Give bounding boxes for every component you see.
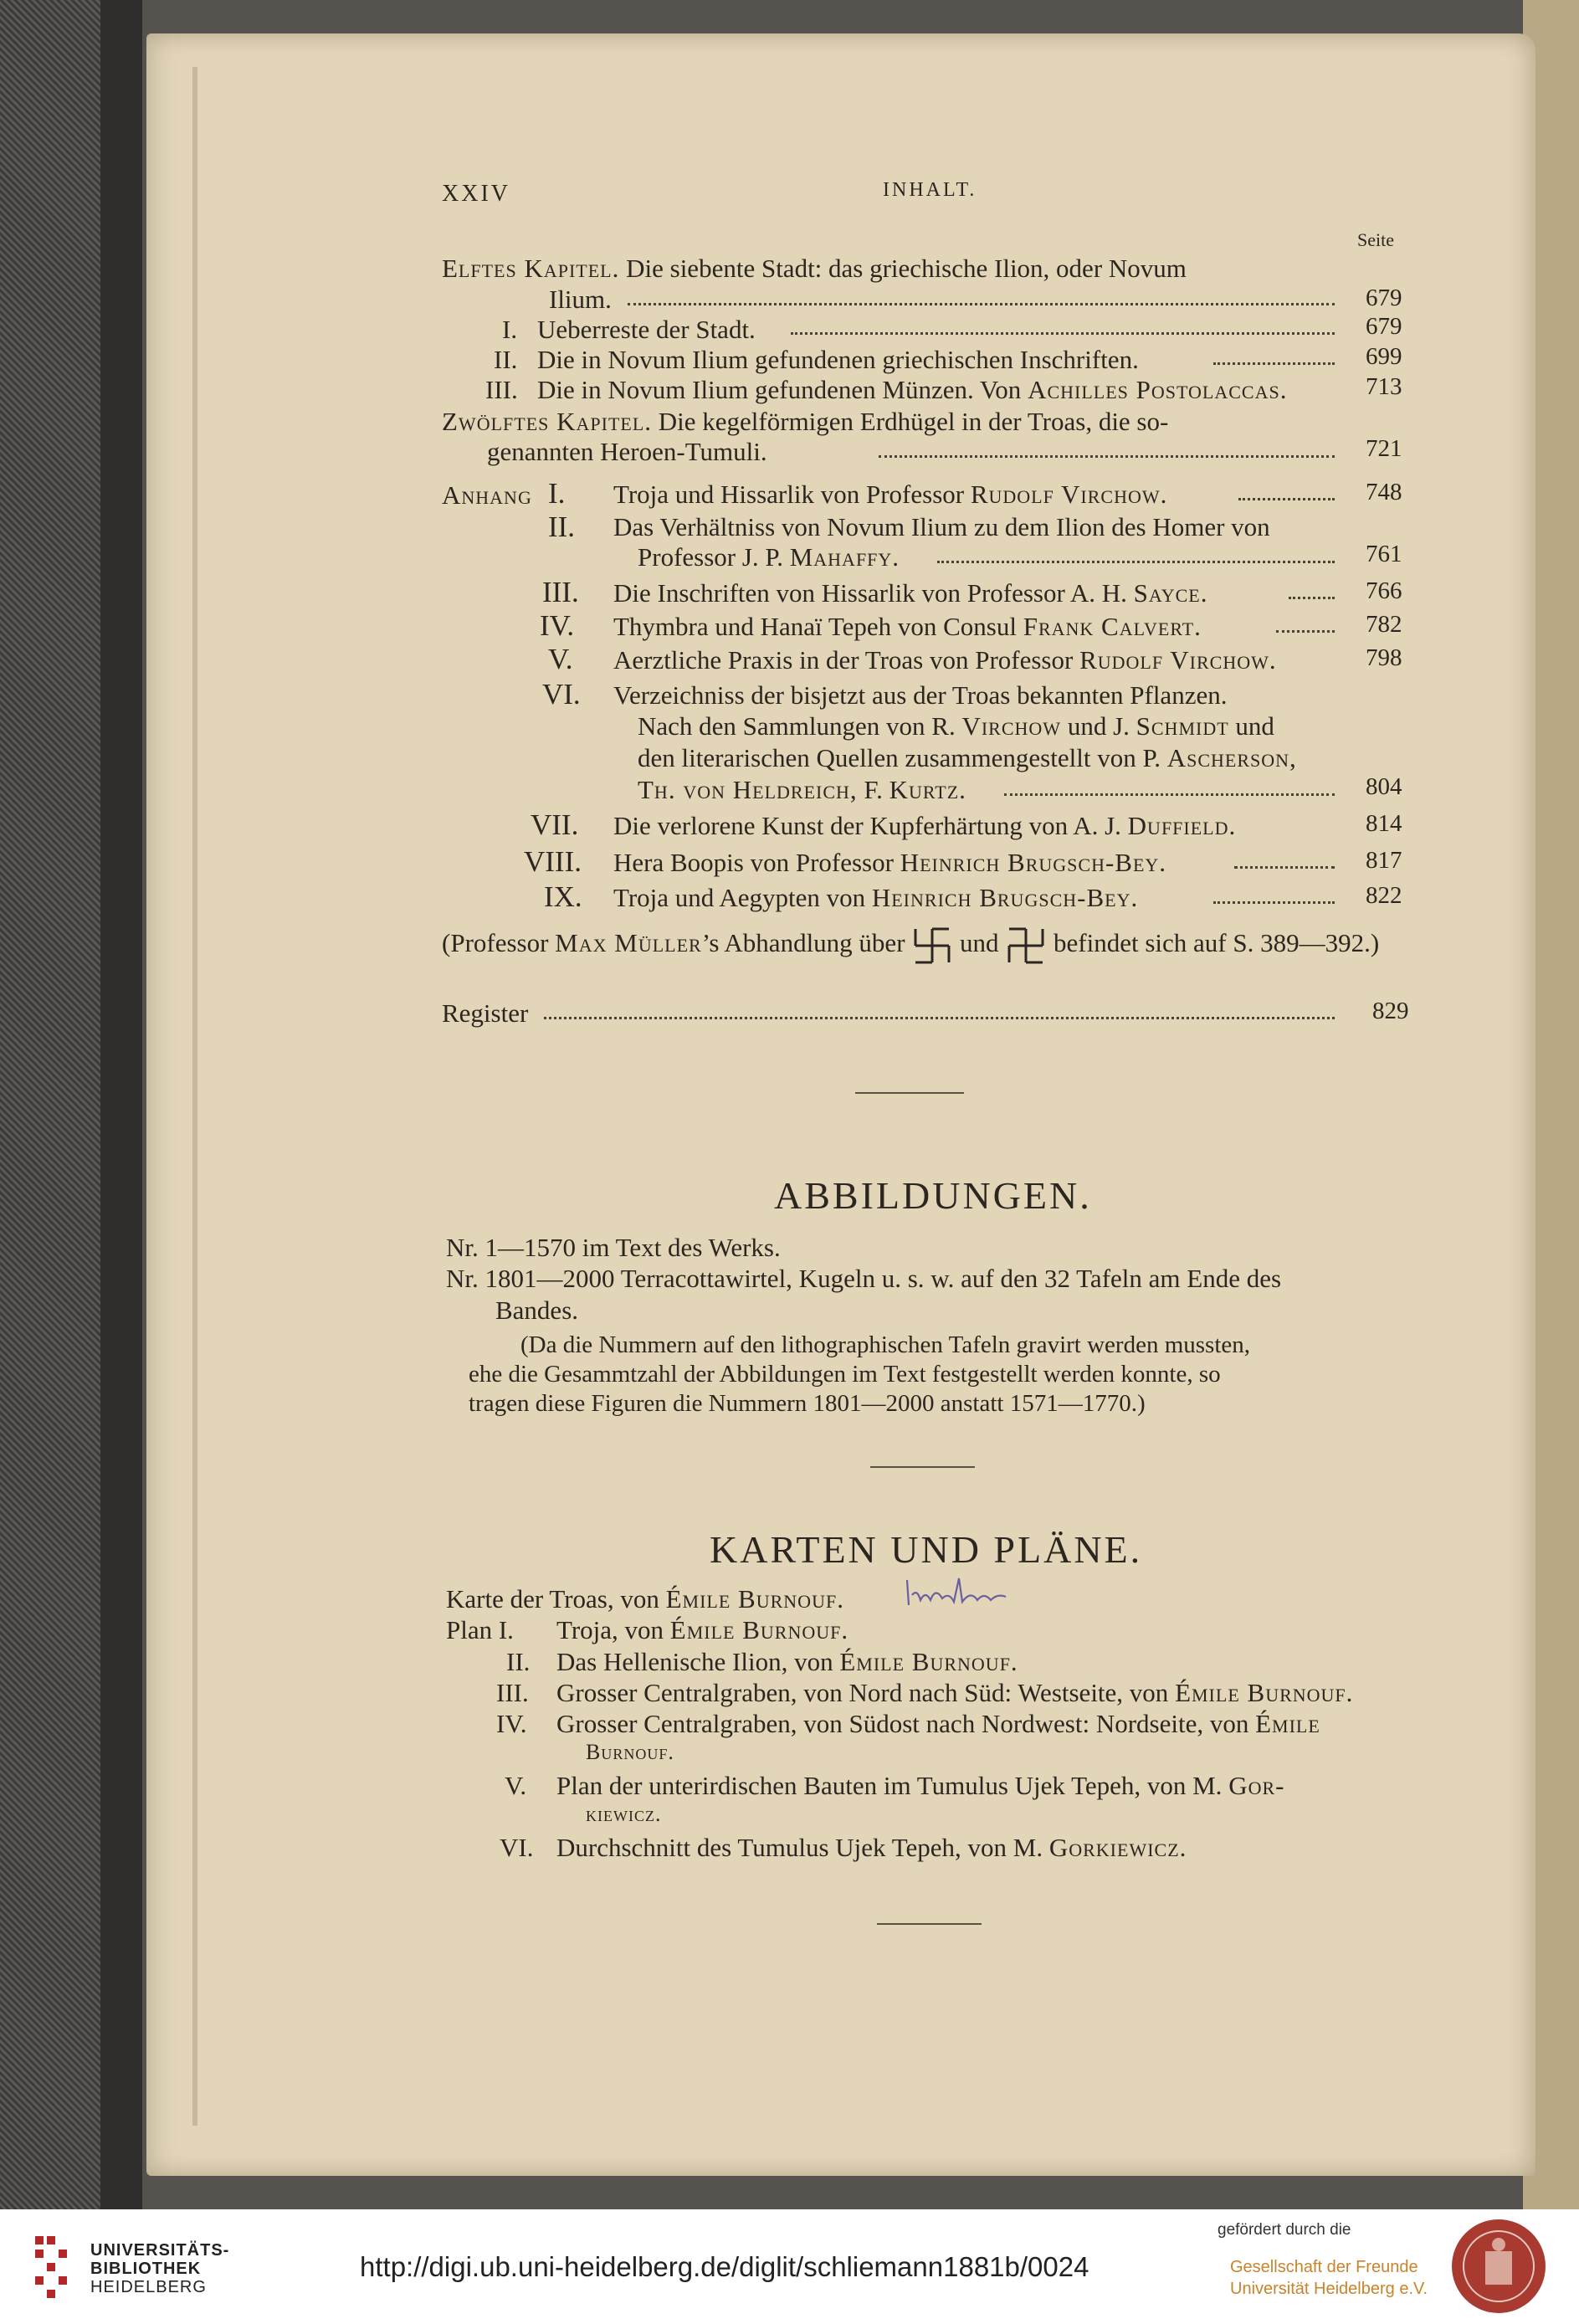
swastika-left-icon (1005, 925, 1047, 967)
toc-page: 817 (1366, 847, 1402, 874)
anhang-text: Troja und Aegypten von Heinrich Brugsch-Bey. (613, 883, 1139, 912)
toc-page: 798 (1366, 644, 1402, 671)
plan-text: Durchschnitt des Tumulus Ujek Tepeh, von M. Gorkiewicz. (556, 1833, 1187, 1862)
plan-text: Troja, von Émile Burnouf. (556, 1615, 849, 1644)
anhang-text-cont: Nach den Sammlungen von R. Virchow und J. Schmidt und (638, 711, 1274, 741)
leader-dots (1289, 582, 1335, 599)
anhang-num: I. (548, 477, 566, 510)
leader-dots (791, 318, 1335, 335)
page-fold (192, 67, 197, 2126)
plan-num: II. (506, 1647, 531, 1676)
plan-num: IV. (496, 1709, 527, 1738)
plan-text-cont: Burnouf. (586, 1740, 674, 1764)
toc-chapter-12: Zwölftes Kapitel. Die kegelförmigen Erdhügel in der Troas, die so- (442, 407, 1169, 436)
anhang-num: VI. (542, 678, 581, 711)
section-divider (855, 1092, 964, 1094)
toc-chapter-12-cont: genannten Heroen-Tumuli. (487, 437, 767, 466)
anhang-num: II. (548, 510, 576, 543)
leader-dots (1213, 887, 1335, 904)
anhang-text: Troja und Hissarlik von Professor Rudolf Virchow. (613, 480, 1168, 509)
plan-text: Grosser Centralgraben, von Nord nach Süd: Westseite, von Émile Burnouf. (556, 1678, 1354, 1707)
funded-by-label: gefördert durch die (1218, 2221, 1351, 2239)
ub-heidelberg-logo-icon (32, 2231, 82, 2302)
anhang-num: VIII. (524, 845, 582, 878)
plan-text: Plan der unterirdischen Bauten im Tumulus Ujek Tepeh, von M. Gor- (556, 1771, 1285, 1800)
toc-page: 748 (1366, 479, 1402, 505)
register-label: Register (442, 998, 529, 1028)
gfu-name: Universität Heidelberg e.V. (1230, 2280, 1428, 2298)
running-title: INHALT. (883, 179, 977, 201)
permalink-url[interactable]: http://digi.ub.uni-heidelberg.de/diglit/schliemann1881b/0024 (360, 2251, 1089, 2282)
section-divider (870, 1466, 975, 1468)
abbildungen-line: Nr. 1801—2000 Terracottawirtel, Kugeln u. s. w. auf den 32 Tafeln am Ende des (446, 1264, 1282, 1293)
toc-page: 699 (1366, 343, 1402, 370)
toc-section-text: Ueberreste der Stadt. (537, 315, 756, 344)
logo-line: UNIVERSITÄTS- (90, 2241, 230, 2260)
section-divider (877, 1923, 982, 1925)
abbildungen-line: Nr. 1—1570 im Text des Werks. (446, 1233, 781, 1262)
anhang-text: Verzeichniss der bisjetzt aus der Troas bekannten Pflanzen. (613, 680, 1228, 710)
toc-section-num: I. (502, 315, 518, 344)
abbildungen-note: (Da die Nummern auf den lithographischen Tafeln gravirt werden mussten, (520, 1331, 1250, 1358)
spine-edge (100, 0, 142, 2209)
toc-page: 814 (1366, 810, 1402, 837)
anhang-text-cont: den literarischen Quellen zusammengestellt von P. Ascherson, (638, 743, 1297, 772)
anhang-text: Das Verhältniss von Novum Ilium zu dem Ilion des Homer von (613, 512, 1270, 541)
anhang-note: (Professor Max Müller’s Abhandlung über und befindet sich auf S. 389—392.) (442, 925, 1379, 967)
anhang-num: VII. (531, 808, 579, 841)
anhang-num: IX. (544, 880, 582, 913)
toc-page: 761 (1366, 541, 1402, 567)
anhang-num: III. (542, 576, 579, 608)
plan-num: III. (496, 1678, 529, 1707)
toc-page: 829 (1372, 998, 1409, 1024)
leader-dots (1276, 616, 1335, 633)
abbildungen-line: Bandes. (495, 1295, 579, 1325)
plan-num: V. (505, 1771, 527, 1800)
leader-dots (628, 289, 1335, 305)
anhang-text: Hera Boopis von Professor Heinrich Brugsch-Bey. (613, 848, 1167, 877)
toc-section-num: II. (494, 345, 518, 374)
anhang-label: Anhang (442, 480, 532, 510)
anhang-text: Aerztliche Praxis in der Troas von Professor Rudolf Virchow. (613, 645, 1277, 675)
plan-text-cont: kiewicz. (586, 1802, 662, 1826)
toc-chapter-11: Elftes Kapitel. Die siebente Stadt: das griechische Ilion, oder Novum (442, 254, 1187, 283)
page-number: XXIV (442, 181, 510, 207)
leader-dots (937, 546, 1335, 563)
toc-section-text: Die in Novum Ilium gefundenen Münzen. Von Achilles Postolaccas. (537, 375, 1288, 404)
university-seal-icon (1452, 2219, 1546, 2313)
leader-dots (544, 1003, 1335, 1019)
toc-section-num: III. (485, 375, 518, 404)
karten-title: KARTEN UND PLÄNE. (710, 1528, 1143, 1571)
toc-chapter-11-cont: Ilium. (549, 285, 612, 314)
anhang-text-cont: Professor J. P. Mahaffy. (638, 542, 900, 572)
viewer-footer (0, 2209, 1579, 2324)
anhang-text-cont: Th. von Heldreich, F. Kurtz. (638, 775, 966, 804)
toc-page: 804 (1366, 773, 1402, 800)
plan-num: VI. (500, 1833, 534, 1862)
leader-dots (1234, 852, 1335, 869)
plan-num: Plan I. (446, 1615, 514, 1644)
gfu-name: Gesellschaft der Freunde (1230, 2258, 1418, 2276)
leader-dots (879, 441, 1335, 458)
abbildungen-note: tragen diese Figuren die Nummern 1801—2000 anstatt 1571—1770.) (469, 1390, 1146, 1417)
toc-page: 822 (1366, 882, 1402, 909)
abbildungen-title: ABBILDUNGEN. (774, 1174, 1092, 1217)
anhang-num: V. (548, 643, 573, 675)
logo-line: HEIDELBERG (90, 2278, 207, 2296)
leader-dots (1213, 348, 1335, 365)
toc-page: 713 (1366, 373, 1402, 400)
handwritten-note (904, 1572, 1013, 1613)
plan-text: Grosser Centralgraben, von Südost nach Nordwest: Nordseite, von Émile (556, 1709, 1320, 1738)
leader-dots (1004, 779, 1335, 796)
toc-page: 766 (1366, 577, 1402, 604)
toc-section-text: Die in Novum Ilium gefundenen griechischen Inschriften. (537, 345, 1139, 374)
leader-dots (1238, 484, 1335, 500)
toc-page: 679 (1366, 313, 1402, 340)
plan-text: Das Hellenische Ilion, von Émile Burnouf. (556, 1647, 1018, 1676)
seite-label: Seite (1357, 229, 1394, 250)
anhang-text: Die verlorene Kunst der Kupferhärtung von A. J. Duffield. (613, 811, 1237, 840)
toc-page: 721 (1366, 435, 1402, 462)
swastika-right-icon (911, 925, 953, 967)
anhang-text: Die Inschriften von Hissarlik von Professor A. H. Sayce. (613, 578, 1208, 608)
anhang-text: Thymbra und Hanaï Tepeh von Consul Frank Calvert. (613, 612, 1202, 641)
pencil-mark (1558, 1565, 1559, 1566)
karte-line: Karte der Troas, von Émile Burnouf. (446, 1584, 844, 1613)
toc-page: 679 (1366, 285, 1402, 311)
logo-line: BIBLIOTHEK (90, 2260, 202, 2278)
anhang-num: IV. (540, 609, 575, 642)
toc-page: 782 (1366, 611, 1402, 638)
abbildungen-note: ehe die Gesammtzahl der Abbildungen im Text festgestellt werden konnte, so (469, 1361, 1221, 1388)
